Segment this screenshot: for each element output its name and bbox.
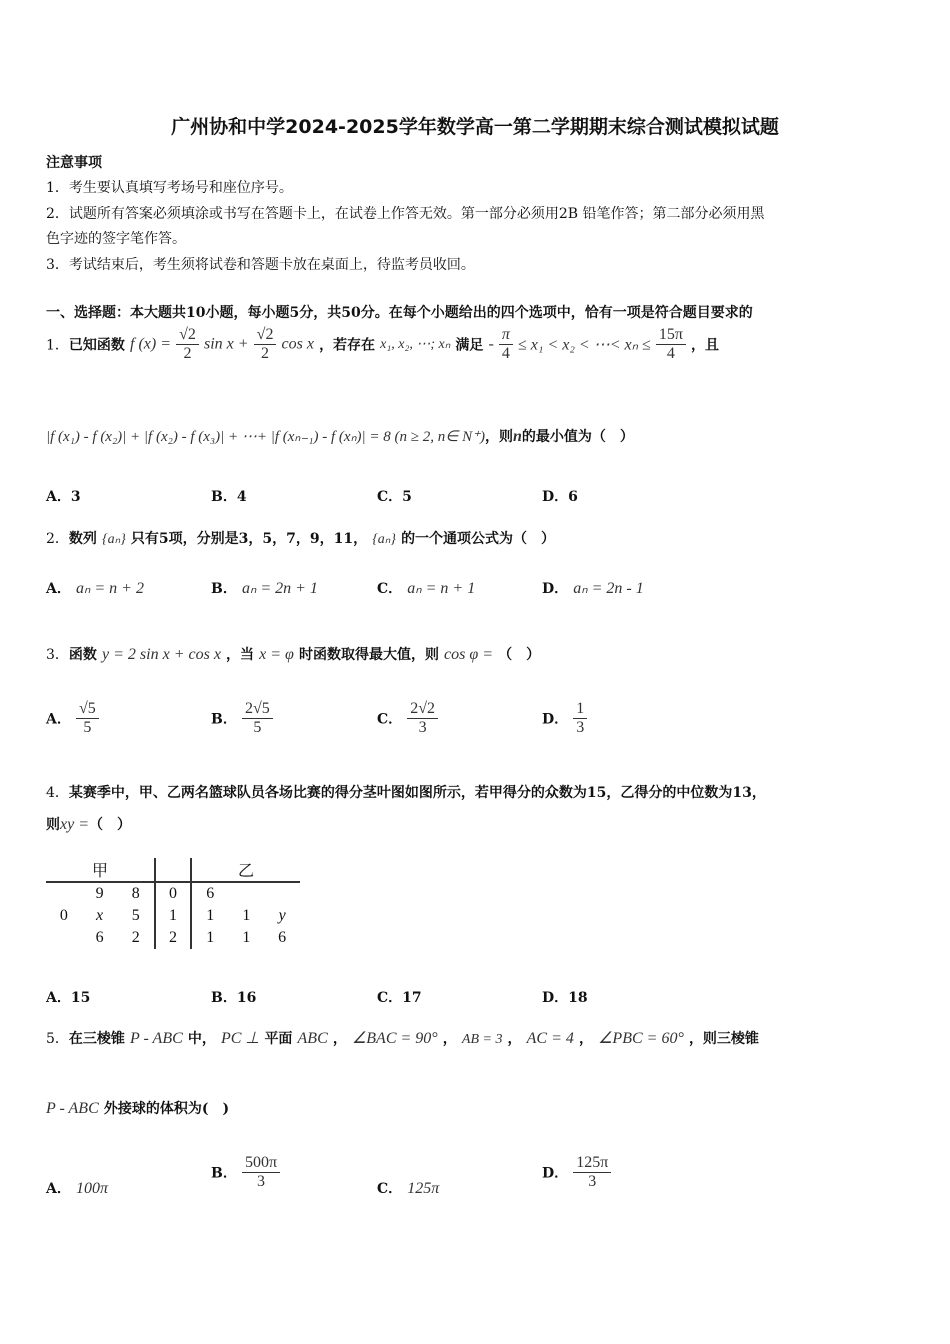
q1-frac-sqrt2 [176, 326, 199, 363]
option-c[interactable]: C．17 [377, 990, 422, 1006]
option-c[interactable] [377, 578, 475, 598]
question-5 [46, 1028, 759, 1048]
option-a[interactable]: A．3 [46, 489, 81, 505]
fraction-numerator: 500π [242, 1154, 280, 1173]
q1-equation: |f (x₁) - f (x₂)| + |f (x₂) - f (x₃)| + ⋯+ |f (xₙ₋₁) - f (xₙ)| = 8 (n ≥ 2, n∈ N⁺) [46, 429, 486, 445]
question-4-line2 [46, 814, 131, 834]
fraction-numerator: √5 [76, 700, 99, 719]
q5-abc: ABC [297, 1030, 328, 1047]
fraction-numerator: √2 [176, 326, 199, 345]
leaf [229, 882, 265, 905]
q4-text: 则 [46, 817, 60, 833]
notes-heading: 注意事项 [46, 155, 102, 171]
q4-text: （ ） [89, 817, 131, 833]
option-b[interactable] [211, 700, 273, 737]
question-number: 1． [46, 337, 69, 354]
q3-text: ，当 [226, 647, 255, 663]
leaf: 6 [95, 929, 104, 946]
leaf [264, 882, 300, 905]
q5-text: ， [332, 1031, 347, 1047]
q1-cos: cos x [281, 335, 314, 353]
q5-ab: AB = 3 [461, 1032, 503, 1047]
option-expr: 125π [407, 1180, 440, 1197]
q1-text: 的最小值为（ ） [521, 429, 634, 445]
option-label: D． [542, 711, 569, 728]
stem-leaf-plot [46, 858, 300, 949]
q1-cond: ≤ x₁ < x₂ < ⋯< xₙ ≤ [518, 336, 651, 354]
option-b[interactable] [211, 578, 318, 598]
stem: 0 [155, 882, 191, 905]
q3-expr: y = 2 sin x + cos x [102, 646, 221, 663]
option-expr: 100π [75, 1180, 108, 1197]
option-label: A． [46, 1181, 71, 1197]
q1-text: 满足 [455, 337, 484, 354]
q1-text: ，且 [691, 337, 720, 354]
question-number: 2． [46, 531, 69, 547]
fraction-denominator: 2 [261, 345, 270, 362]
option-d[interactable]: D．6 [542, 489, 578, 505]
option-c[interactable]: C．5 [377, 489, 412, 505]
q3-xphi: x = φ [259, 646, 294, 663]
fraction-denominator: 3 [256, 1173, 265, 1190]
q1-frac-sqrt2-b [254, 326, 277, 363]
q4-xy: xy = [60, 816, 89, 833]
option-fraction [573, 1154, 611, 1191]
fraction-numerator: √2 [254, 326, 277, 345]
stem: 1 [155, 905, 191, 927]
leaf: 5 [131, 907, 140, 924]
fraction-denominator: 3 [418, 719, 427, 736]
q1-xs: x₁, x₂, ⋯; xₙ [380, 337, 451, 352]
stem-header-left: 甲 [46, 858, 155, 882]
q1-fx: f (x) = [130, 335, 172, 353]
fraction-denominator: 3 [588, 1173, 597, 1190]
option-b[interactable]: B．4 [211, 489, 247, 505]
q5-text: 中， [187, 1031, 216, 1047]
notes-item: 色字迹的签字笔作答。 [46, 231, 186, 247]
option-label: D． [542, 581, 569, 597]
option-label: A． [46, 711, 71, 728]
fraction-numerator: 2√5 [242, 700, 273, 719]
option-c[interactable] [377, 1178, 439, 1198]
option-fraction [573, 700, 587, 737]
fraction-denominator: 3 [576, 719, 585, 736]
fraction-numerator: 2√2 [407, 700, 438, 719]
option-a[interactable]: A．15 [46, 990, 91, 1006]
q1-sin: sin x + [203, 335, 249, 353]
fraction-numerator: 1 [573, 700, 587, 719]
stem-row [46, 927, 300, 949]
option-expr: aₙ = n + 1 [407, 580, 476, 597]
fraction-numerator: 125π [573, 1154, 611, 1173]
option-label: D． [542, 1165, 569, 1182]
option-label: B． [211, 711, 237, 728]
option-d[interactable] [542, 1154, 611, 1191]
q5-text: 平面 [264, 1031, 293, 1047]
q5-pabc: P - ABC [130, 1030, 183, 1047]
stem-row [46, 882, 300, 905]
q5-text: 外接球的体积为( ) [103, 1101, 230, 1117]
option-b[interactable]: B．16 [211, 990, 257, 1006]
option-d[interactable]: D．18 [542, 990, 588, 1006]
leaf: 1 [191, 927, 229, 949]
fraction-denominator: 5 [83, 719, 92, 736]
q5-ac: AC = 4 [526, 1030, 574, 1047]
question-number: 4． [46, 785, 69, 801]
q5-text: ， [578, 1031, 593, 1047]
option-d[interactable] [542, 578, 644, 598]
q2-seq: {aₙ} [372, 532, 396, 547]
option-a[interactable] [46, 1178, 108, 1198]
q1-text: ，若存在 [319, 337, 376, 354]
question-5-line2 [46, 1098, 229, 1118]
question-3 [46, 644, 540, 664]
q2-text: 数列 [68, 531, 97, 547]
q5-text: 在三棱锥 [68, 1031, 125, 1047]
q3-text: 函数 [68, 647, 97, 663]
option-label: B． [211, 1165, 237, 1182]
option-a[interactable] [46, 578, 144, 598]
notes-item: 3．考试结束后，考生须将试卷和答题卡放在桌面上，待监考员收回。 [46, 257, 475, 273]
fraction-denominator: 2 [183, 345, 192, 362]
fraction-numerator: 15π [656, 326, 686, 345]
option-expr: aₙ = 2n + 1 [241, 580, 318, 597]
fraction-denominator: 5 [253, 719, 262, 736]
q1-frac-15pi4 [656, 326, 686, 363]
q5-pbc: ∠PBC = 60° [598, 1030, 684, 1047]
option-d[interactable] [542, 700, 587, 737]
q5-text: ， [507, 1031, 522, 1047]
option-fraction [76, 700, 99, 737]
q5-text: ， [442, 1031, 457, 1047]
option-label: B． [211, 581, 237, 597]
leaf: 1 [242, 907, 251, 924]
option-label: A． [46, 581, 71, 597]
q1-neg: - [488, 335, 494, 353]
option-a[interactable] [46, 700, 99, 737]
stem: 2 [155, 927, 191, 949]
option-label: C． [377, 1181, 403, 1197]
q1-condition-line [46, 426, 634, 446]
question-number: 3． [46, 647, 69, 663]
leaf: x [96, 907, 104, 924]
question-number: 5． [46, 1031, 69, 1047]
fraction-numerator: π [499, 326, 513, 345]
leaf: 8 [131, 885, 140, 902]
option-expr: aₙ = 2n - 1 [573, 580, 644, 597]
leaf: 1 [191, 905, 229, 927]
q5-pabc: P - ABC [46, 1100, 99, 1117]
leaf: y [278, 907, 286, 924]
stem-row [46, 905, 300, 927]
q5-bac: ∠BAC = 90° [351, 1030, 438, 1047]
leaf: 2 [131, 929, 140, 946]
question-4 [46, 782, 766, 802]
question-1 [46, 326, 719, 382]
section-heading: 一、选择题：本大题共10小题，每小题5分，共50分。在每个小题给出的四个选项中，恰有一项是符合题目要求的 [46, 305, 753, 321]
leaf: 1 [242, 929, 251, 946]
q4-text: 某赛季中，甲、乙两名篮球队员各场比赛的得分茎叶图如图所示，若甲得分的众数为15，乙得分的中位数为13， [68, 785, 766, 801]
q3-text: 时函数取得最大值，则 [298, 647, 439, 663]
option-fraction [242, 1154, 280, 1191]
leaf: 0 [59, 907, 68, 924]
option-c[interactable] [377, 700, 438, 737]
leaf [46, 882, 82, 905]
q3-text: （ ） [498, 647, 541, 663]
leaf [46, 927, 82, 949]
notes-item: 1．考生要认真填写考场号和座位序号。 [46, 180, 293, 196]
fraction-denominator: 4 [501, 345, 510, 362]
q1-n: n [513, 428, 522, 445]
notes-item: 2．试题所有答案必须填涂或书写在答题卡上，在试卷上作答无效。第一部分必须用2B 铅笔作答；第二部分必须用黑 [46, 206, 765, 222]
question-2 [46, 528, 555, 548]
stem-header-right: 乙 [191, 858, 300, 882]
q2-text: 只有5项，分别是3，5，7，9，11， [130, 531, 368, 547]
leaf: 6 [278, 929, 287, 946]
option-b[interactable] [211, 1154, 280, 1191]
q1-text: 已知函数 [68, 337, 125, 354]
page-title: 广州协和中学2024-2025学年数学高一第二学期期末综合测试模拟试题 [171, 116, 779, 138]
q2-seq: {aₙ} [102, 532, 126, 547]
option-label: C． [377, 711, 403, 728]
leaf: 9 [95, 885, 104, 902]
option-expr: aₙ = n + 2 [75, 580, 144, 597]
q1-text: ，则 [485, 429, 514, 445]
q3-cosphi: cos φ = [444, 646, 494, 663]
fraction-denominator: 4 [666, 345, 675, 362]
q5-pc: PC ⊥ [220, 1030, 260, 1047]
q1-frac-pi4 [499, 326, 513, 363]
q2-text: 的一个通项公式为（ ） [401, 531, 556, 547]
leaf: 6 [191, 882, 229, 905]
option-label: C． [377, 581, 403, 597]
q5-text: ，则三棱锥 [688, 1031, 759, 1047]
option-fraction [242, 700, 273, 737]
option-fraction [407, 700, 438, 737]
